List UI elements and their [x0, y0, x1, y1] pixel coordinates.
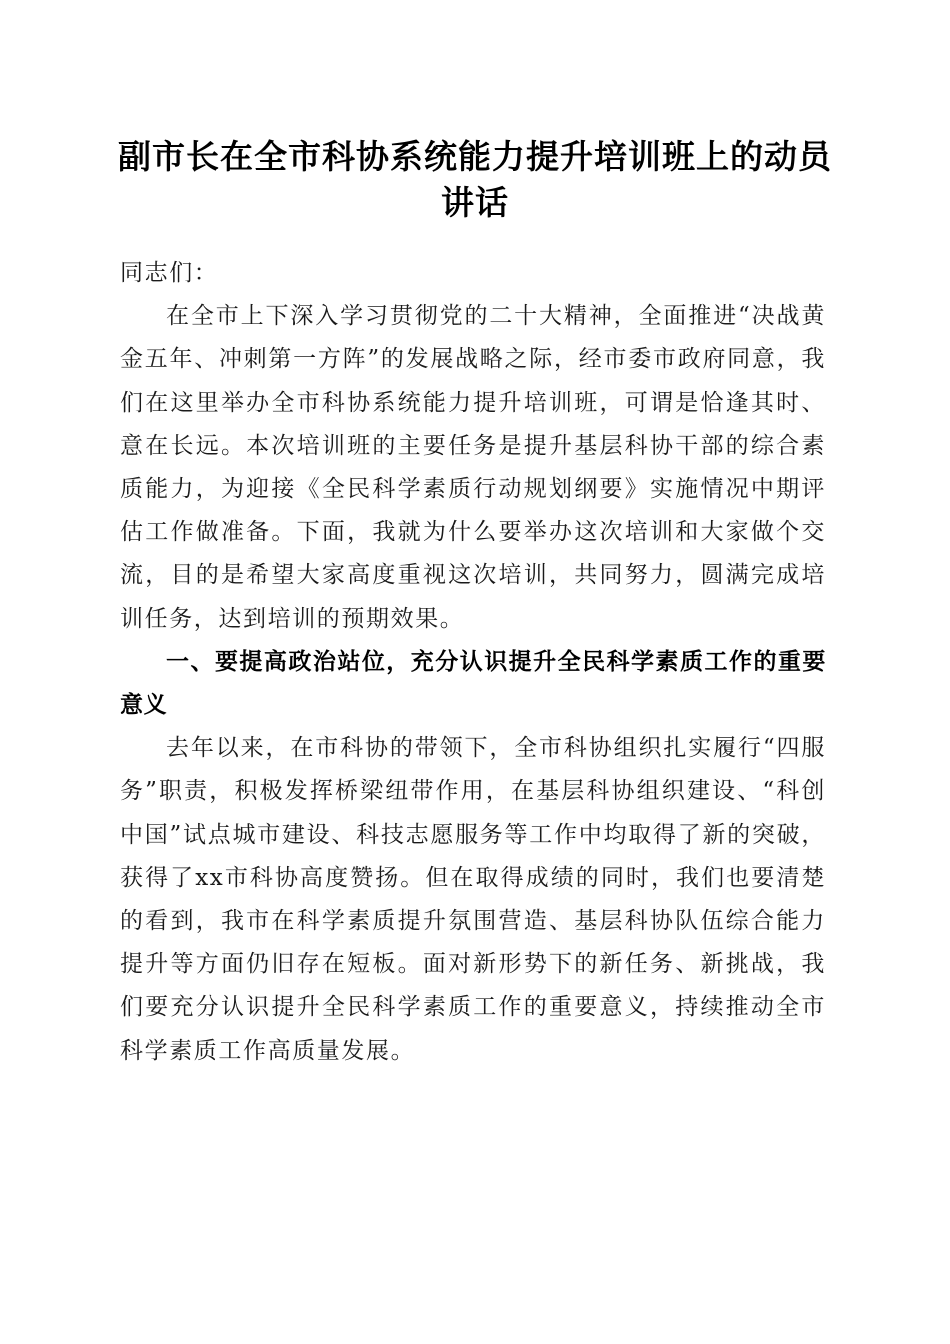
section-1-paragraph: 去年以来，在市科协的带领下，全市科协组织扎实履行“四服务”职责，积极发挥桥梁纽带作用，在基层科协组织建设、“科创中国”试点城市建设、科技志愿服务等工作中均取得了新的突破，获得了xx市科协高度赞扬。但在取得成绩的同时，我们也要清楚的看到，我市在科学素质提升氛围营造、基层科协队伍综合能力提升等方面仍旧存在短板。面对新形势下的新任务、新挑战，我们要充分认识提升全民科学素质工作的重要意义，持续推动全市科学素质工作高质量发展。	[120, 735, 826, 1064]
document-body	[120, 252, 826, 1073]
intro-paragraph: 在全市上下深入学习贯彻党的二十大精神，全面推进“决战黄金五年、冲刺第一方阵”的发展战略之际，经市委市政府同意，我们在这里举办全市科协系统能力提升培训班，可谓是恰逢其时、意在长远。本次培训班的主要任务是提升基层科协干部的综合素质能力，为迎接《全民科学素质行动规划纲要》实施情况中期评估工作做准备。下面，我就为什么要举办这次培训和大家做个交流，目的是希望大家高度重视这次培训，共同努力，圆满完成培训任务，达到培训的预期效果。	[120, 303, 826, 632]
section-1-heading: 一、要提高政治站位，充分认识提升全民科学素质工作的重要意义	[120, 648, 826, 719]
salutation: 同志们：	[120, 260, 219, 286]
document-title: 副市长在全市科协系统能力提升培训班上的动员讲话	[118, 137, 832, 222]
